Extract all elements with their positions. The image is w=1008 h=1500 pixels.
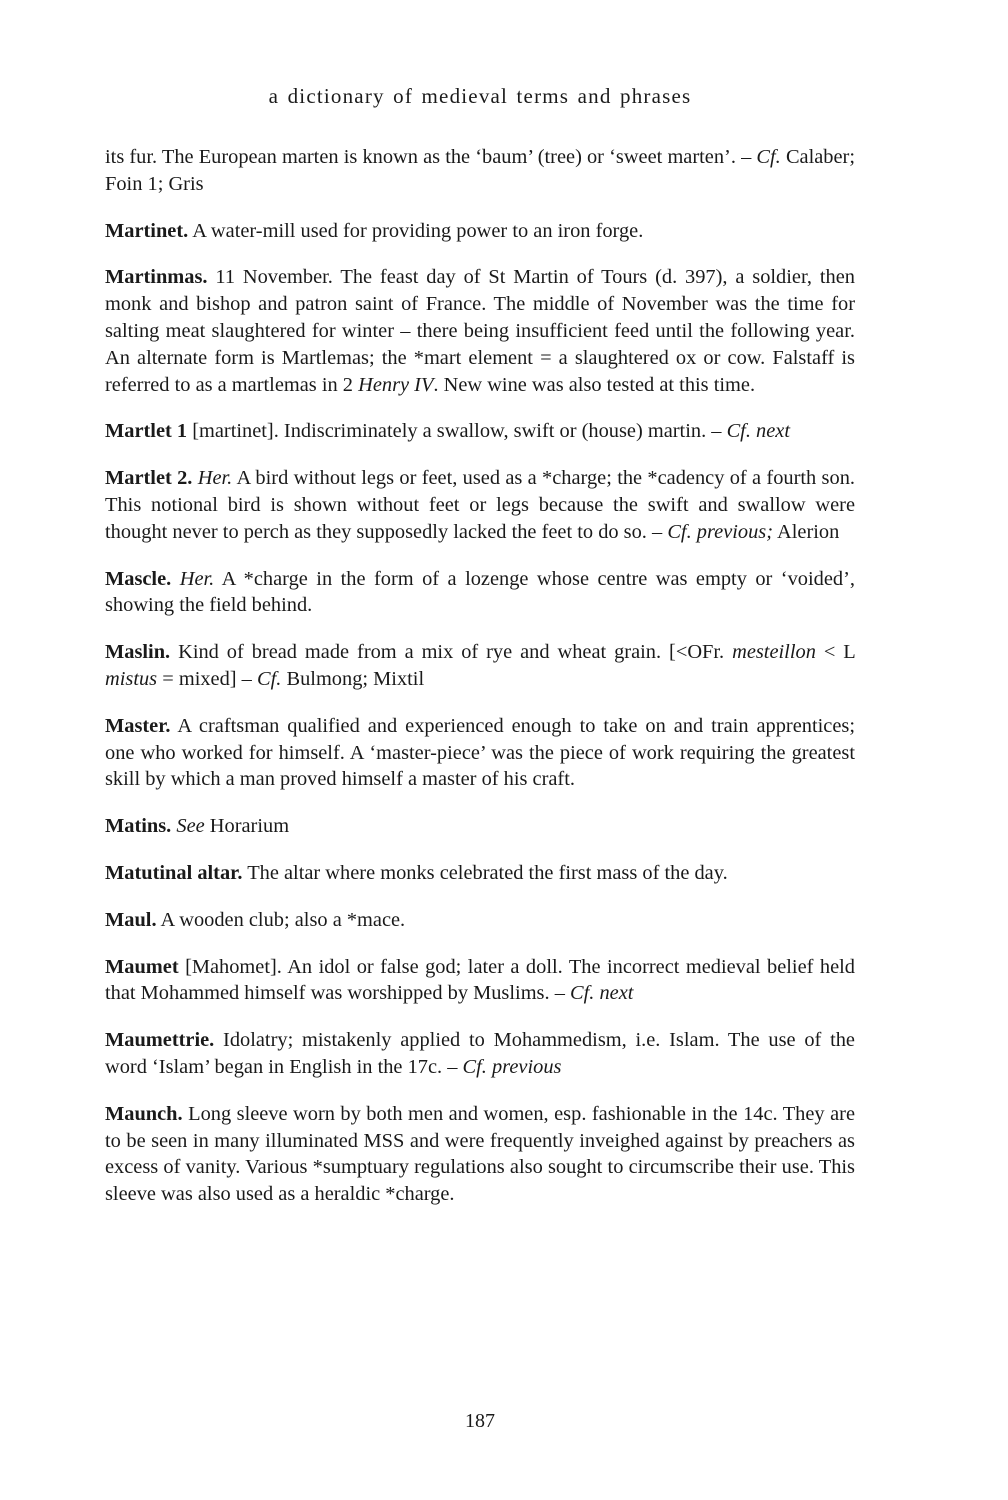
page-number: 187 xyxy=(465,1410,495,1432)
cross-ref-targets: Horarium xyxy=(209,815,290,838)
headword: Martlet 2. xyxy=(105,467,193,490)
subject-label: Her. xyxy=(179,567,215,590)
cross-ref-cf: Cf. next xyxy=(726,420,791,443)
cross-ref-cf: Cf. xyxy=(257,667,282,690)
headword: Master. xyxy=(105,714,171,737)
headword: Mascle. xyxy=(105,567,172,590)
cross-ref-targets: Alerion xyxy=(777,520,840,543)
entry-text: = mixed] – xyxy=(162,667,252,690)
headword: Maul. xyxy=(105,908,157,931)
entry-martinet xyxy=(105,218,855,245)
entry-martinmas xyxy=(105,264,855,398)
entry-text: . New wine was also tested at this time. xyxy=(433,373,756,396)
headword: Martinmas. xyxy=(105,266,208,289)
cross-ref-targets: Calaber; Foin 1; Gris xyxy=(105,146,856,195)
entry-maul xyxy=(105,907,855,934)
headword: Martlet 1 xyxy=(105,420,188,443)
entry-matins xyxy=(105,813,855,840)
entry-text: its fur. The European marten is known as the ‘baum’ (tree) or ‘sweet marten’. – xyxy=(105,146,752,168)
entry-maumet xyxy=(105,954,855,1008)
headword: Maunch. xyxy=(105,1102,183,1125)
entry-text: Long sleeve worn by both men and women, esp. fashionable in the 14c. They are to be seen in many illuminated MSS and were frequently inveighed against by preachers as excess of vanity. Various *sumptuary regulations also sought to circumscribe their use. This sleeve was also used as a heraldic *charge. xyxy=(105,1102,855,1206)
cross-ref-cf: Cf. previous xyxy=(462,1055,562,1078)
entry-text: < L xyxy=(823,641,855,664)
entry-text: Kind of bread made from a mix of rye and wheat grain. [<OFr. xyxy=(178,641,725,664)
cross-ref-cf: Cf. next xyxy=(570,982,634,1005)
headword: Maumet xyxy=(105,955,179,978)
entry-martlet-2 xyxy=(105,465,855,545)
entry-text: A wooden club; also a *mace. xyxy=(160,908,406,931)
entry-text: The altar where monks celebrated the first mass of the day. xyxy=(247,861,728,884)
entry-maumettrie xyxy=(105,1027,855,1081)
cross-ref-cf: Cf. xyxy=(756,146,781,168)
see-label: See xyxy=(176,815,205,838)
etymon: mesteillon xyxy=(732,641,816,664)
headword: Matins. xyxy=(105,815,172,838)
subject-label: Her. xyxy=(197,467,233,490)
entry-text: 11 November. The feast day of St Martin of Tours (d. 397), a soldier, then monk and bishop and patron saint of France. The middle of November was the time for salting meat slaughtered for winter – there being insufficient feed until the following year. An alternate form is Martlemas; the *mart element = a slaughtered ox or cow. Falstaff is referred to as a martlemas in 2 xyxy=(105,266,855,396)
italic-title: Henry IV xyxy=(358,373,434,396)
cross-ref-targets: Bulmong; Mixtil xyxy=(286,667,425,690)
entry-text: A water-mill used for providing power to an iron forge. xyxy=(192,219,644,242)
headword: Maumettrie. xyxy=(105,1029,215,1052)
headword: Martinet. xyxy=(105,219,189,242)
entry-text: A craftsman qualified and experienced enough to take on and train apprentices; one who worked for himself. A ‘master-piece’ was the piece of work requiring the greatest skill by which a man proved himself a master of his craft. xyxy=(105,714,855,791)
entry-text: [Mahomet]. An idol or false god; later a doll. The incorrect medieval belief held that Mohammed himself was worshipped by Muslims. – xyxy=(105,955,855,1005)
entry-maunch xyxy=(105,1101,855,1208)
entry-text: A bird without legs or feet, used as a *charge; the *cadency of a fourth son. This notional bird is shown without feet or legs because the swift and swallow were thought never to perch as they supposedly lacked the feet to do so. – xyxy=(105,467,855,543)
entry-master xyxy=(105,713,855,793)
entry-matutinal-altar xyxy=(105,860,855,887)
entry-text: A *charge in the form of a lozenge whose centre was empty or ‘voided’, showing the field behind. xyxy=(105,567,855,617)
entry-maslin xyxy=(105,639,855,693)
cross-ref-cf: Cf. previous; xyxy=(667,520,774,543)
entry-mascle xyxy=(105,566,855,620)
entry-martlet-1 xyxy=(105,418,855,445)
running-head: a dictionary of medieval terms and phrases xyxy=(268,84,692,108)
etymon: mistus xyxy=(105,667,158,690)
entry-continuation xyxy=(105,144,855,198)
entry-text: Idolatry; mistakenly applied to Mohammedism, i.e. Islam. The use of the word ‘Islam’ began in English in the 17c. – xyxy=(105,1029,855,1078)
entry-text: [martinet]. Indiscriminately a swallow, swift or (house) martin. – xyxy=(192,420,722,443)
headword: Maslin. xyxy=(105,641,171,664)
headword: Matutinal altar. xyxy=(105,861,243,884)
dictionary-body xyxy=(105,144,855,1228)
